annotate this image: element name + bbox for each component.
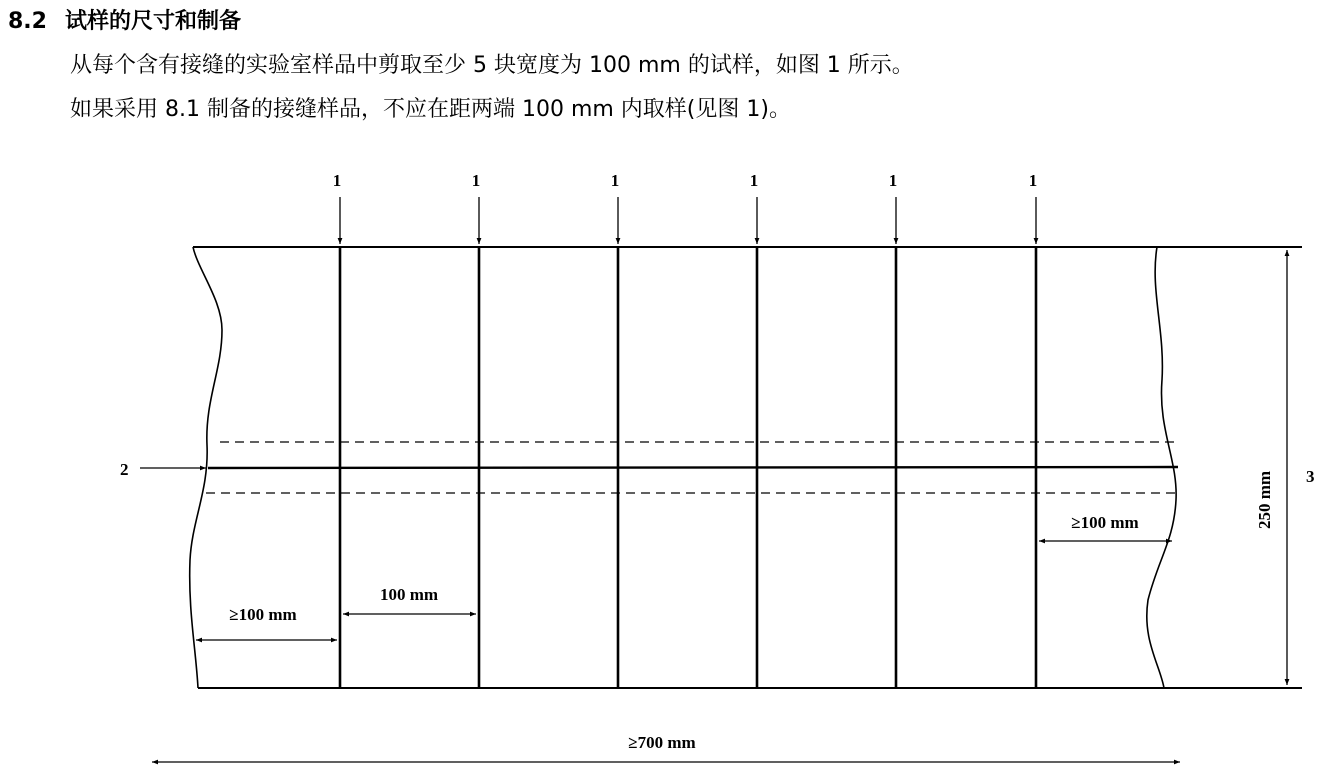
cut-label: 1 (332, 171, 342, 190)
seam-line (208, 467, 1178, 468)
cut-labels (333, 171, 1038, 190)
right-margin-dimension-text: ≥100 mm (1071, 513, 1139, 532)
seam (206, 442, 1178, 493)
seam-label: 2 (120, 460, 129, 479)
cut-callout-arrows (340, 197, 1036, 244)
cut-label: 1 (888, 171, 898, 190)
cut-label: 1 (471, 171, 481, 190)
section-number: 8.2 (8, 9, 47, 34)
paragraph-1: 从每个含有接缝的实验室样品中剪取至少 5 块宽度为 100 mm 的试样，如图 1 所示。 (70, 53, 914, 78)
left-margin-dimension-text: ≥100 mm (229, 605, 297, 624)
height-dimension-text: 250 mm (1255, 470, 1274, 530)
total-length-dimension-text: ≥700 mm (628, 733, 696, 752)
cut-label: 1 (749, 171, 759, 190)
height-label: 3 (1306, 467, 1315, 486)
cut-label: 1 (610, 171, 620, 190)
strip-width-dimension-text: 100 mm (379, 585, 439, 604)
paragraph-2: 如果采用 8.1 制备的接缝样品，不应在距两端 100 mm 内取样(见图 1)。 (70, 97, 791, 122)
section-title: 试样的尺寸和制备 (64, 9, 241, 34)
cut-label: 1 (1028, 171, 1038, 190)
